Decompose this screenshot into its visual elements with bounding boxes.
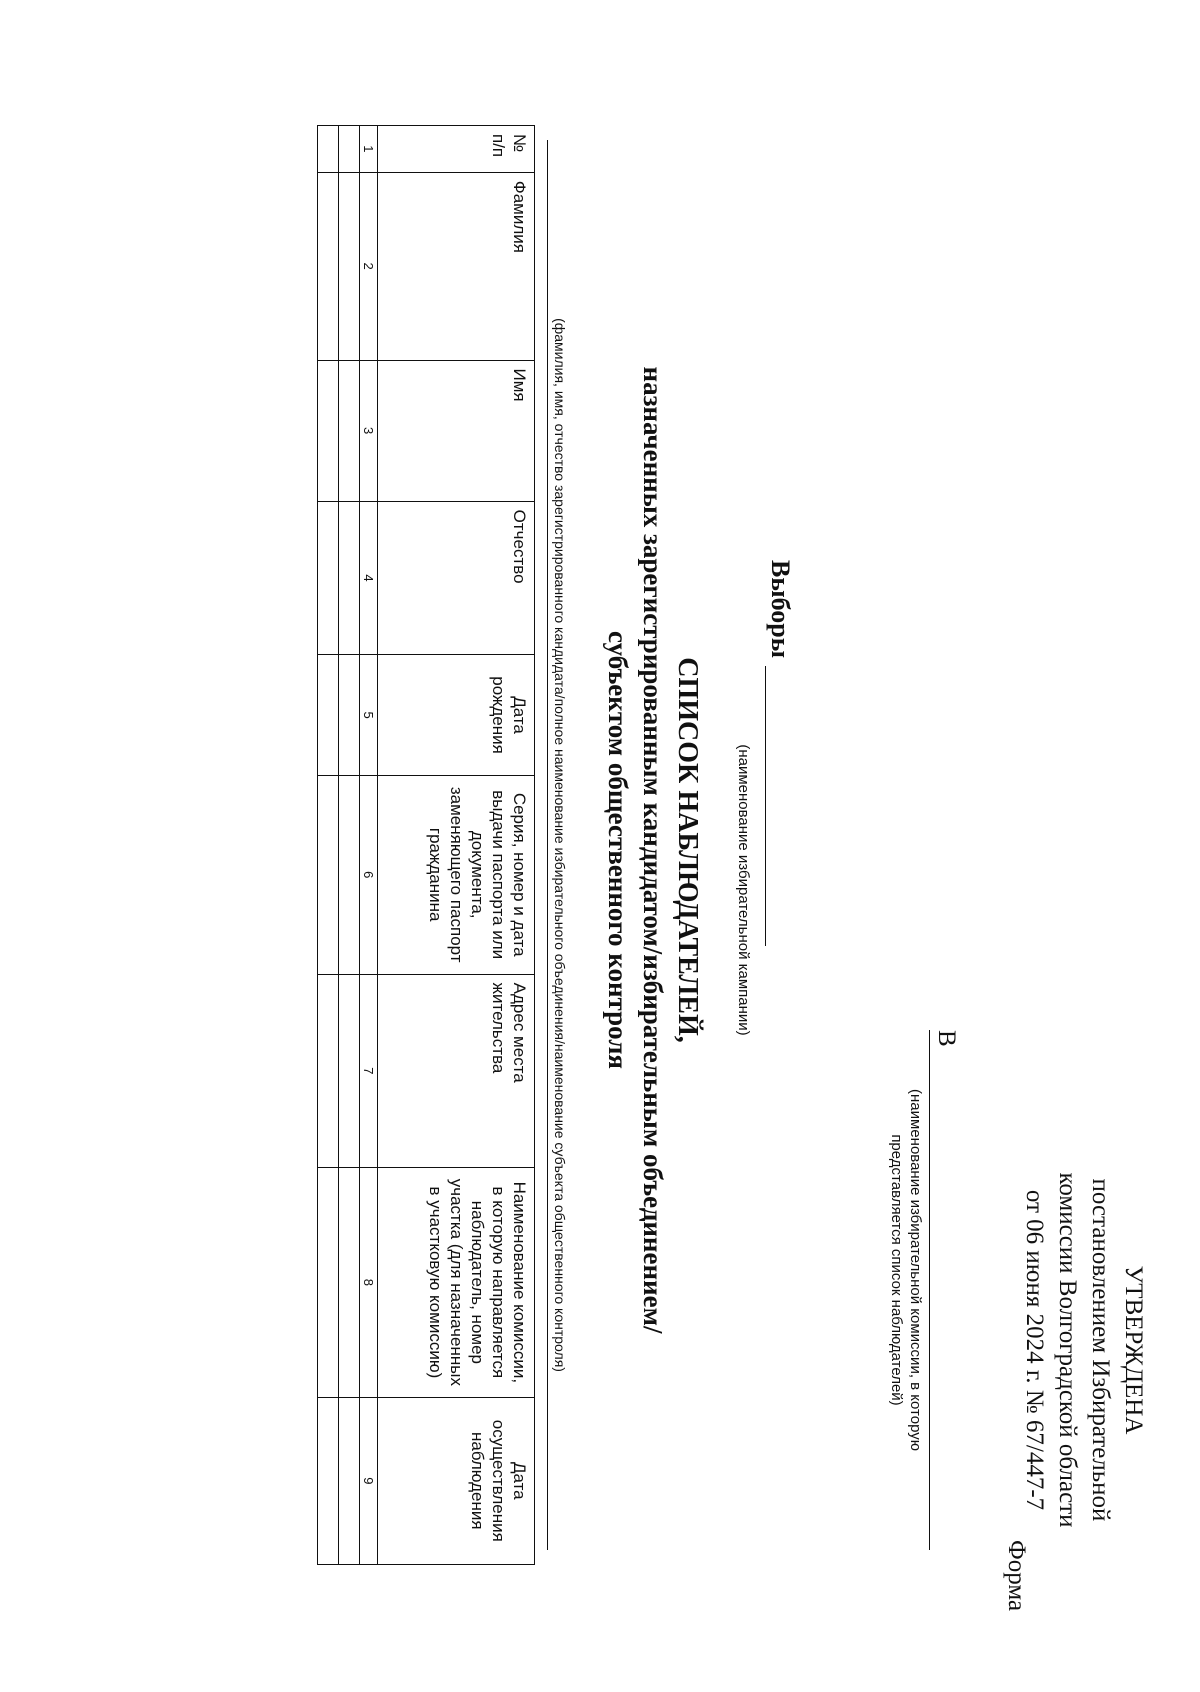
table-cell[interactable] [339,655,360,775]
header-name: Имя [378,360,535,501]
commission-note-line-1: (наименование избирательной комиссии, в которую [907,1089,924,1451]
commission-note [887,1060,925,1480]
table-cell[interactable] [339,172,360,360]
table-cell[interactable] [318,974,339,1167]
column-number-1: 1 [360,126,378,173]
table-cell[interactable] [339,1168,360,1397]
approval-title: УТВЕРЖДЕНА [1120,1265,1147,1435]
table-row [318,126,339,1565]
title-line-1: СПИСОК НАБЛЮДАТЕЛЕЙ, [672,657,703,1043]
column-number-6: 6 [360,775,378,974]
header-birth-date: Дата рождения [378,655,535,775]
subject-note: (фамилия, имя, отчество зарегистрированного кандидата/полное наименование избирательного объединения/наименование субъекта общественного контроля) [552,318,568,1372]
campaign-note: (наименование избирательной кампании) [735,744,752,1036]
table-cell[interactable] [318,1397,339,1564]
table-cell[interactable] [318,775,339,974]
table-cell[interactable] [339,126,360,173]
table-cell[interactable] [339,974,360,1167]
header-address: Адрес места жительства [378,974,535,1167]
header-observation-date: Дата осуществления наблюдения [378,1397,535,1564]
header-patronymic: Отчество [378,501,535,655]
approval-line-1: постановлением Избирательной [1087,1178,1114,1522]
table-cell[interactable] [318,360,339,501]
table-cell[interactable] [339,775,360,974]
header-number: № п/п [378,126,535,173]
table-row [339,126,360,1565]
column-number-7: 7 [360,974,378,1167]
column-number-4: 4 [360,501,378,655]
approval-line-2: комиссии Волгоградской области [1054,1172,1081,1528]
elections-field [765,560,795,1060]
commission-prefix: В [933,1030,960,1047]
commission-note-line-2: представляется список наблюдателей) [888,1134,905,1406]
commission-field [929,1030,960,1550]
table-cell[interactable] [318,126,339,173]
column-number-8: 8 [360,1168,378,1397]
table-cell[interactable] [318,1168,339,1397]
elections-blank-line [765,666,792,946]
column-number-2: 2 [360,172,378,360]
table-cell[interactable] [318,655,339,775]
column-number-3: 3 [360,360,378,501]
table-header-row [378,126,535,1565]
table-cell[interactable] [339,1397,360,1564]
column-number-9: 9 [360,1397,378,1564]
form-label: Форма [1003,1540,1030,1612]
header-surname: Фамилия [378,172,535,360]
header-passport: Серия, номер и дата выдачи паспорта или документа, заменяющего паспорт гражданина [378,775,535,974]
document-title [600,200,705,1500]
observers-table [317,125,535,1565]
title-line-3: субъектом общественного контроля [603,630,633,1070]
title-line-2: назначенных зарегистрированным кандидатом/избирательным объединением/ [638,366,668,1334]
table-cell[interactable] [339,360,360,501]
elections-label: Выборы [766,560,795,659]
approval-line-3: от 06 июня 2024 г. № 67/447-7 [1021,1189,1048,1511]
table-number-row [360,126,378,1565]
header-commission: Наименование комиссии, в которую направляется наблюдатель, номер участка (для назначенных в участковую комиссию) [378,1168,535,1397]
table-cell[interactable] [339,501,360,655]
approval-block [1018,1100,1150,1600]
column-number-5: 5 [360,655,378,775]
table-cell[interactable] [318,172,339,360]
table-cell[interactable] [318,501,339,655]
